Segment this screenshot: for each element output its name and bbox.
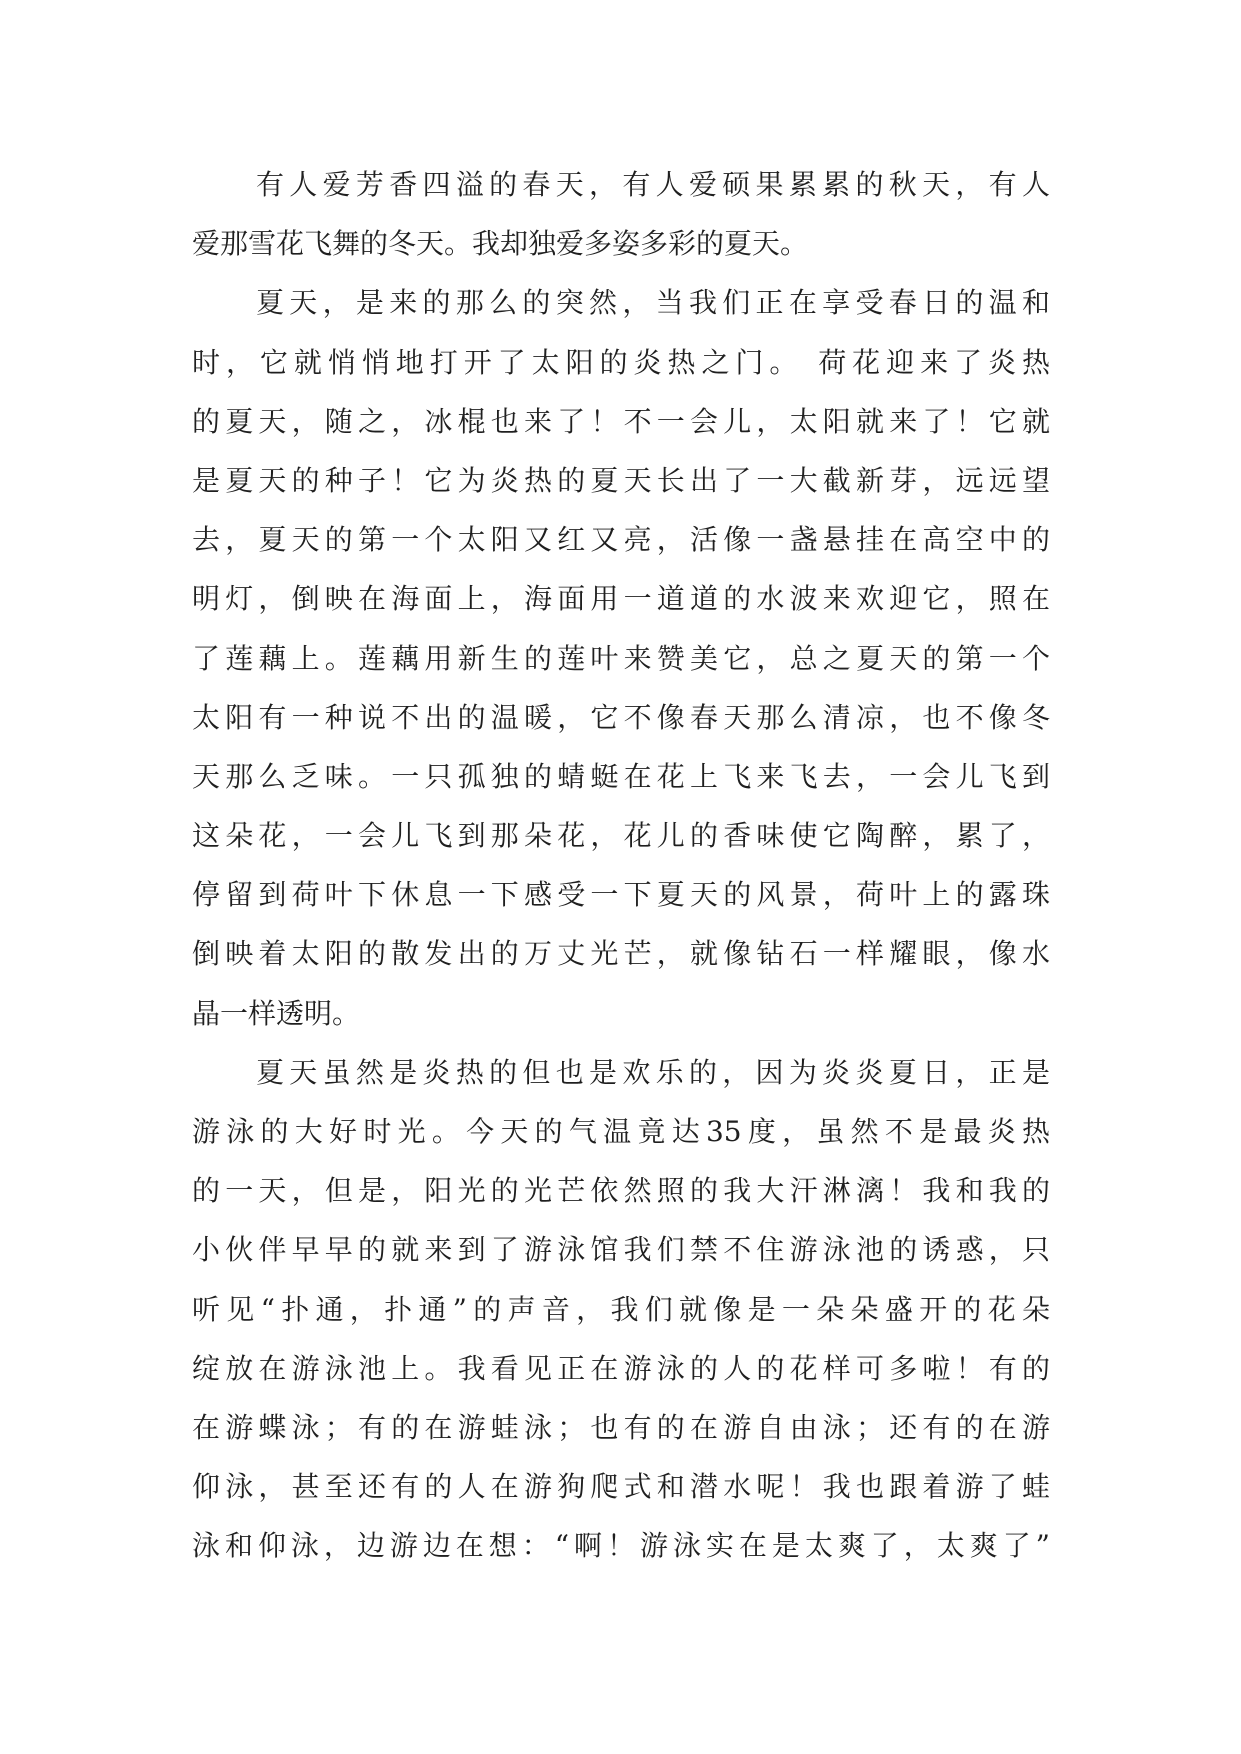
paragraph-3-line-6: 绽放在游泳池上。我看见正在游泳的人的花样可多啦！有的 [192, 1351, 1050, 1385]
paragraph-2-line-6: 明灯，倒映在海面上，海面用一道道的水波来欢迎它，照在 [192, 582, 1050, 616]
paragraph-2-line-4: 是夏天的种子！它为炎热的夏天长出了一大截新芽，远远望 [192, 463, 1050, 497]
essay-body [192, 155, 1050, 1576]
paragraph-1-line-1: 有人爱芳香四溢的春天，有人爱硕果累累的秋天，有人 [256, 168, 1050, 201]
paragraph-3-line-8: 仰泳，甚至还有的人在游狗爬式和潜水呢！我也跟着游了蛙 [192, 1470, 1050, 1504]
paragraph-3-line-7: 在游蝶泳；有的在游蛙泳；也有的在游自由泳；还有的在游 [192, 1410, 1050, 1444]
paragraph-2-line-7: 了莲藕上。莲藕用新生的莲叶来赞美它，总之夏天的第一个 [192, 641, 1050, 675]
paragraph-1-line-2: 爱那雪花飞舞的冬天。我却独爱多姿多彩的夏天。 [192, 227, 809, 261]
paragraph-2-line-3: 的夏天，随之，冰棍也来了！不一会儿，太阳就来了！它就 [192, 404, 1050, 438]
paragraph-2-line-12: 倒映着太阳的散发出的万丈光芒，就像钻石一样耀眼，像水 [192, 937, 1050, 971]
paragraph-3-line-9: 泳和仰泳，边游边在想：“啊！游泳实在是太爽了，太爽了” [192, 1529, 1050, 1563]
paragraph-2-line-9: 天那么乏味。一只孤独的蜻蜓在花上飞来飞去，一会儿飞到 [192, 759, 1050, 793]
paragraph-2-line-5: 去，夏天的第一个太阳又红又亮，活像一盏悬挂在高空中的 [192, 523, 1050, 557]
paragraph-2-line-10: 这朵花，一会儿飞到那朵花，花儿的香味使它陶醉，累了， [192, 819, 1050, 853]
paragraph-3-line-3: 的一天，但是，阳光的光芒依然照的我大汗淋漓！我和我的 [192, 1174, 1050, 1208]
paragraph-3-line-2: 游泳的大好时光。今天的气温竟达35度，虽然不是最炎热 [192, 1115, 1050, 1148]
paragraph-2-line-8: 太阳有一种说不出的温暖，它不像春天那么清凉，也不像冬 [192, 700, 1050, 734]
paragraph-3-line-5: 听见“扑通，扑通”的声音，我们就像是一朵朵盛开的花朵 [192, 1292, 1050, 1326]
paragraph-2-line-2: 时，它就悄悄地打开了太阳的炎热之门。 荷花迎来了炎热 [192, 345, 1050, 379]
paragraph-3-line-4: 小伙伴早早的就来到了游泳馆我们禁不住游泳池的诱惑，只 [192, 1233, 1050, 1267]
paragraph-3-line-1: 夏天虽然是炎热的但也是欢乐的，因为炎炎夏日，正是 [256, 1055, 1050, 1089]
paragraph-2-line-1: 夏天，是来的那么的突然，当我们正在享受春日的温和 [256, 286, 1050, 320]
paragraph-2-line-13: 晶一样透明。 [192, 996, 361, 1030]
paragraph-2-line-11: 停留到荷叶下休息一下感受一下夏天的风景，荷叶上的露珠 [192, 878, 1050, 912]
